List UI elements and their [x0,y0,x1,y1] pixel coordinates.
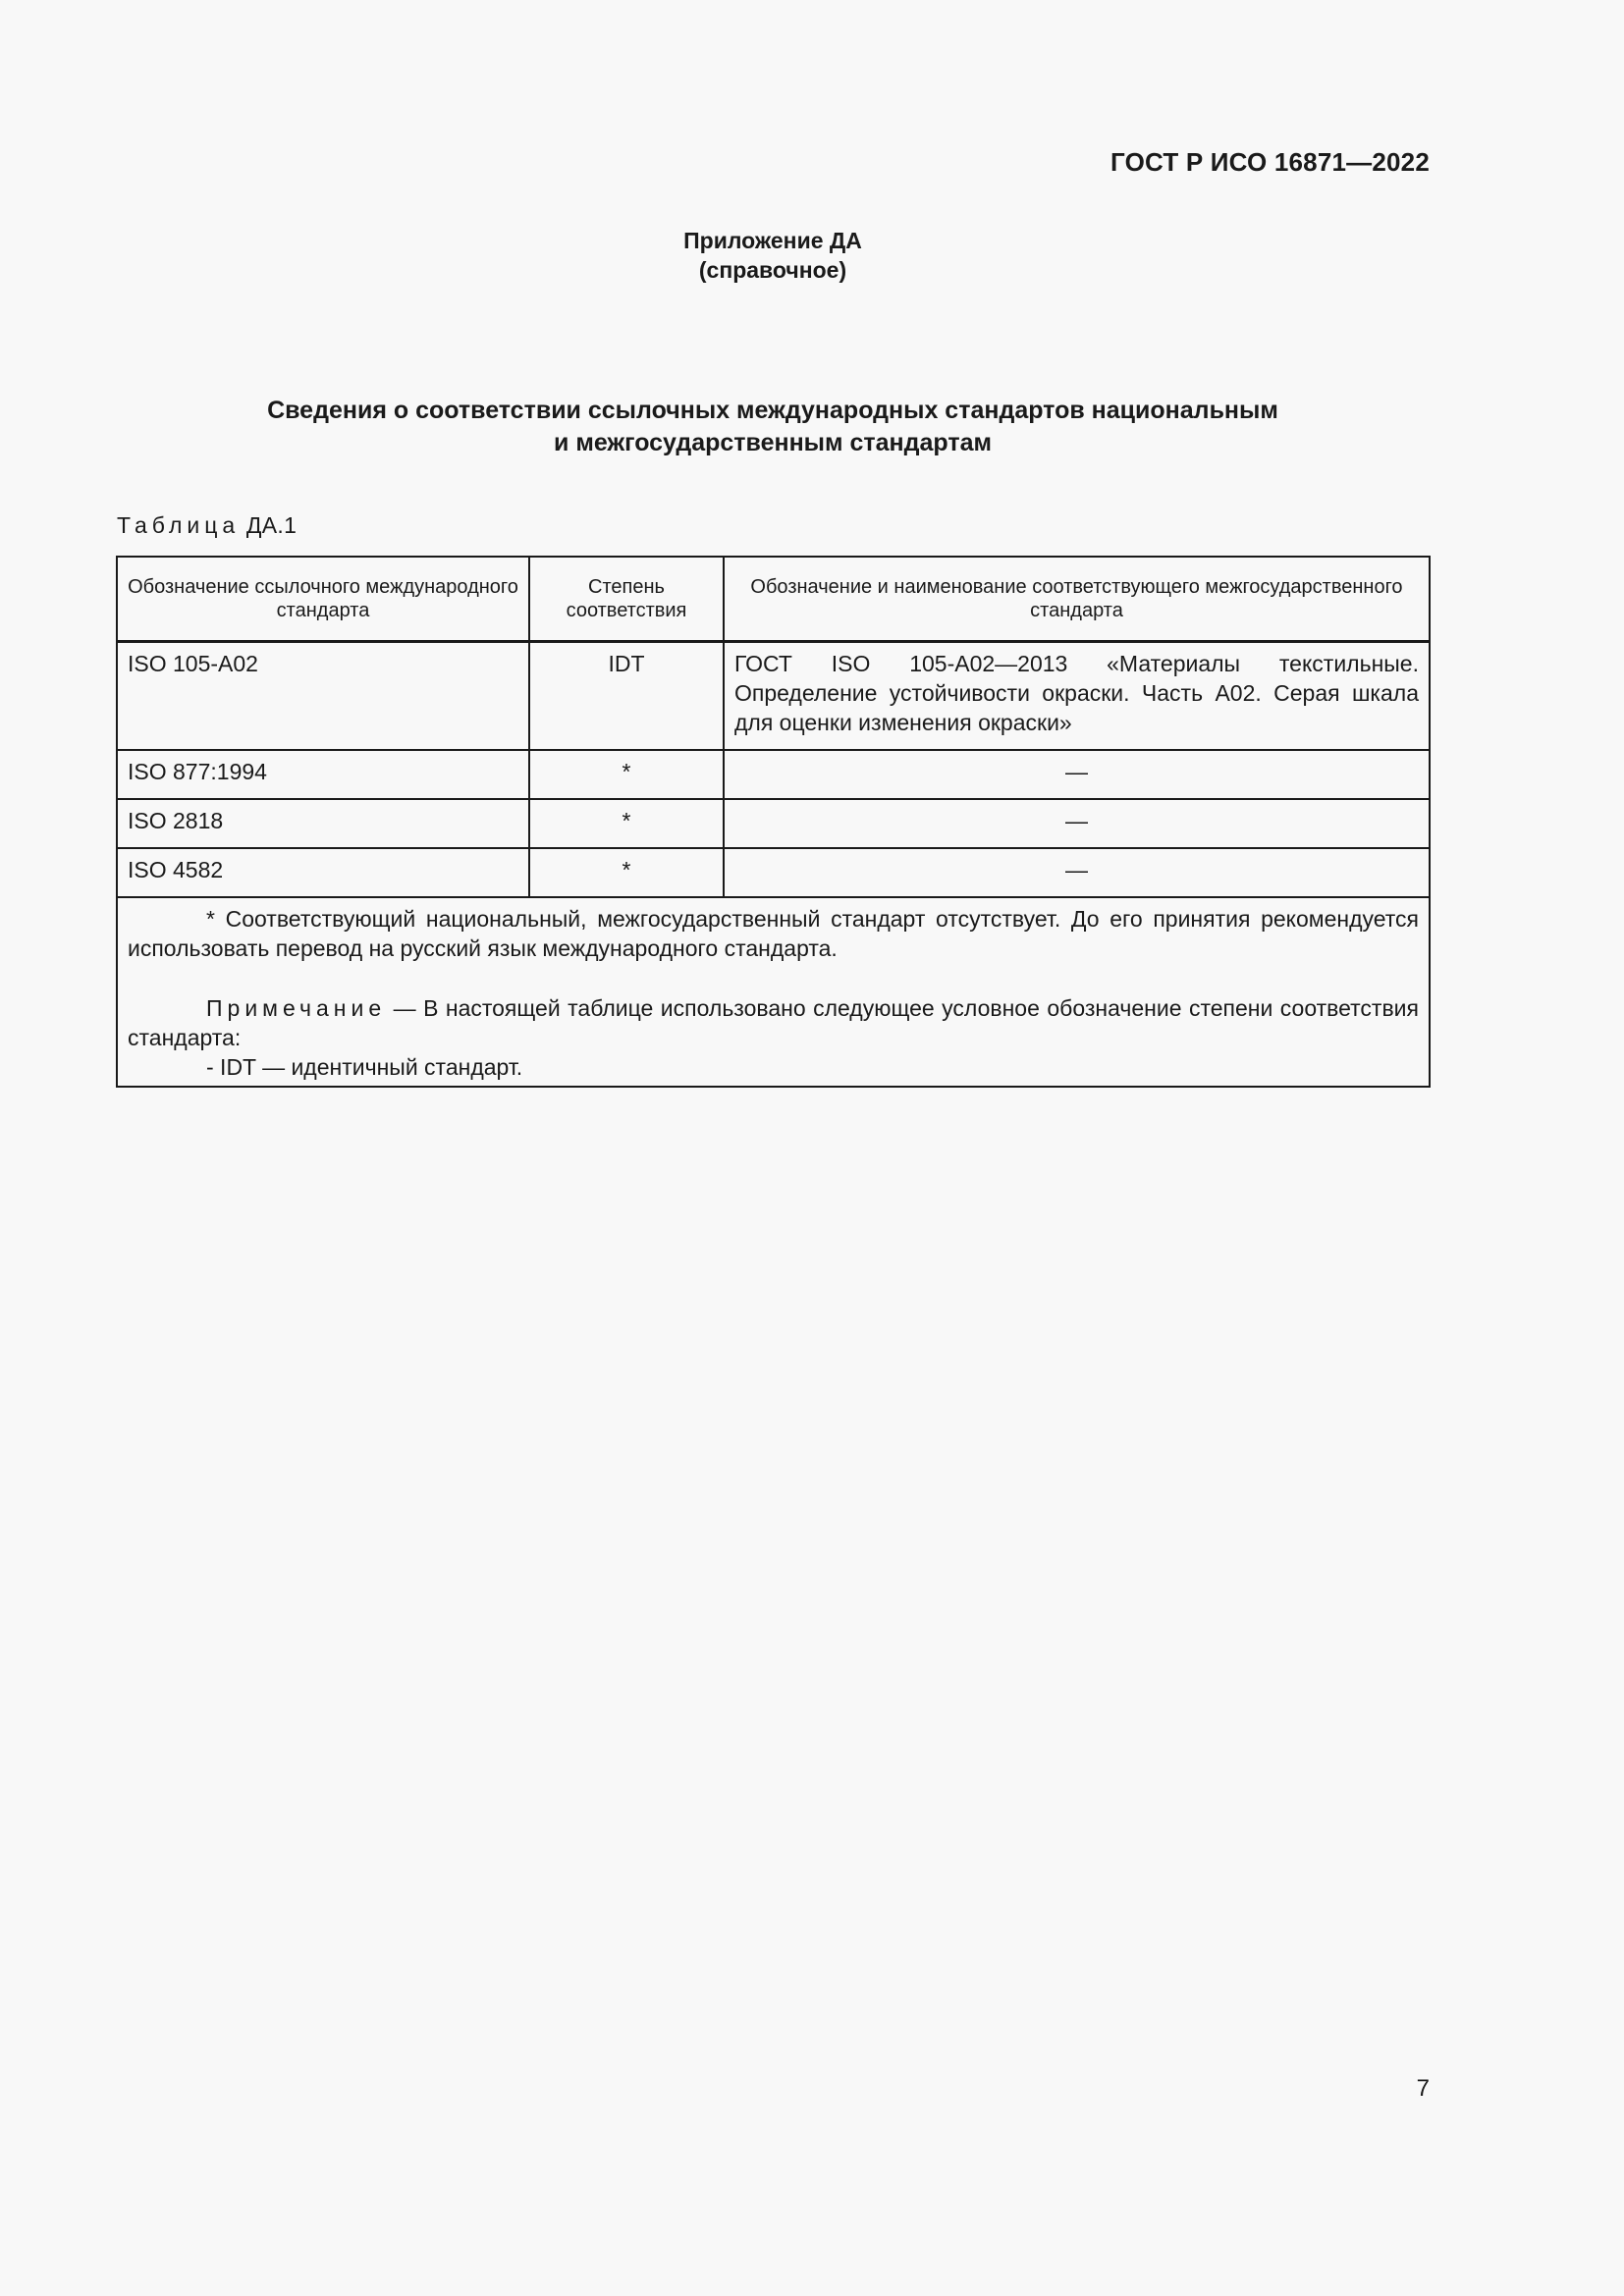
table-notes-row [117,897,1430,1087]
note-word: Примечание [206,995,387,1021]
cell-degree: * [529,750,724,799]
table-label-word: Таблица [117,512,241,538]
table-row [117,848,1430,897]
cell-interstate-name: ГОСТ ISO 105-A02—2013 «Материалы текстильные. Определение устойчивости окраски. Часть A02. Серая шкала для оценки изменения окраски» [724,642,1430,751]
table-notes-cell [117,897,1430,1087]
standards-table [116,556,1431,1088]
table-row [117,799,1430,848]
cell-interstate-name: — [724,750,1430,799]
table-label-number: ДА.1 [245,512,298,538]
cell-standard: ISO 4582 [117,848,529,897]
table-row [117,642,1430,751]
table-note [128,993,1419,1052]
header-interstate-standard: Обозначение и наименование соответствующего межгосударственного стандарта [724,557,1430,642]
cell-standard: ISO 877:1994 [117,750,529,799]
cell-standard: ISO 2818 [117,799,529,848]
cell-degree: * [529,799,724,848]
table-footnote: * Соответствующий национальный, межгосударственный стандарт отсутствует. До его принятия рекомендуется использовать перевод на русский язык международного стандарта. [128,906,1419,961]
note-text: — В настоящей таблице использовано следующее условное обозначение степени соответствия стандарта: [128,995,1419,1050]
cell-degree: IDT [529,642,724,751]
section-title-line-2: и межгосударственным стандартам [554,429,992,456]
cell-standard: ISO 105-A02 [117,642,529,751]
appendix-title: Приложение ДА [683,228,862,253]
appendix-subtitle: (справочное) [698,257,847,283]
table-label [117,512,297,539]
header-degree: Степень соответствия [529,557,724,642]
table-header-row [117,557,1430,642]
note-list-item: - IDT — идентичный стандарт. [206,1054,523,1080]
cell-interstate-name: — [724,848,1430,897]
section-title-line-1: Сведения о соответствии ссылочных международных стандартов национальным [267,397,1278,424]
cell-interstate-name: — [724,799,1430,848]
header-international-standard: Обозначение ссылочного международного стандарта [117,557,529,642]
page-number: 7 [1416,2075,1430,2102]
cell-degree: * [529,848,724,897]
table-row [117,750,1430,799]
document-code: ГОСТ Р ИСО 16871—2022 [1110,147,1430,177]
section-title [0,395,1545,459]
appendix-heading [0,226,1545,285]
